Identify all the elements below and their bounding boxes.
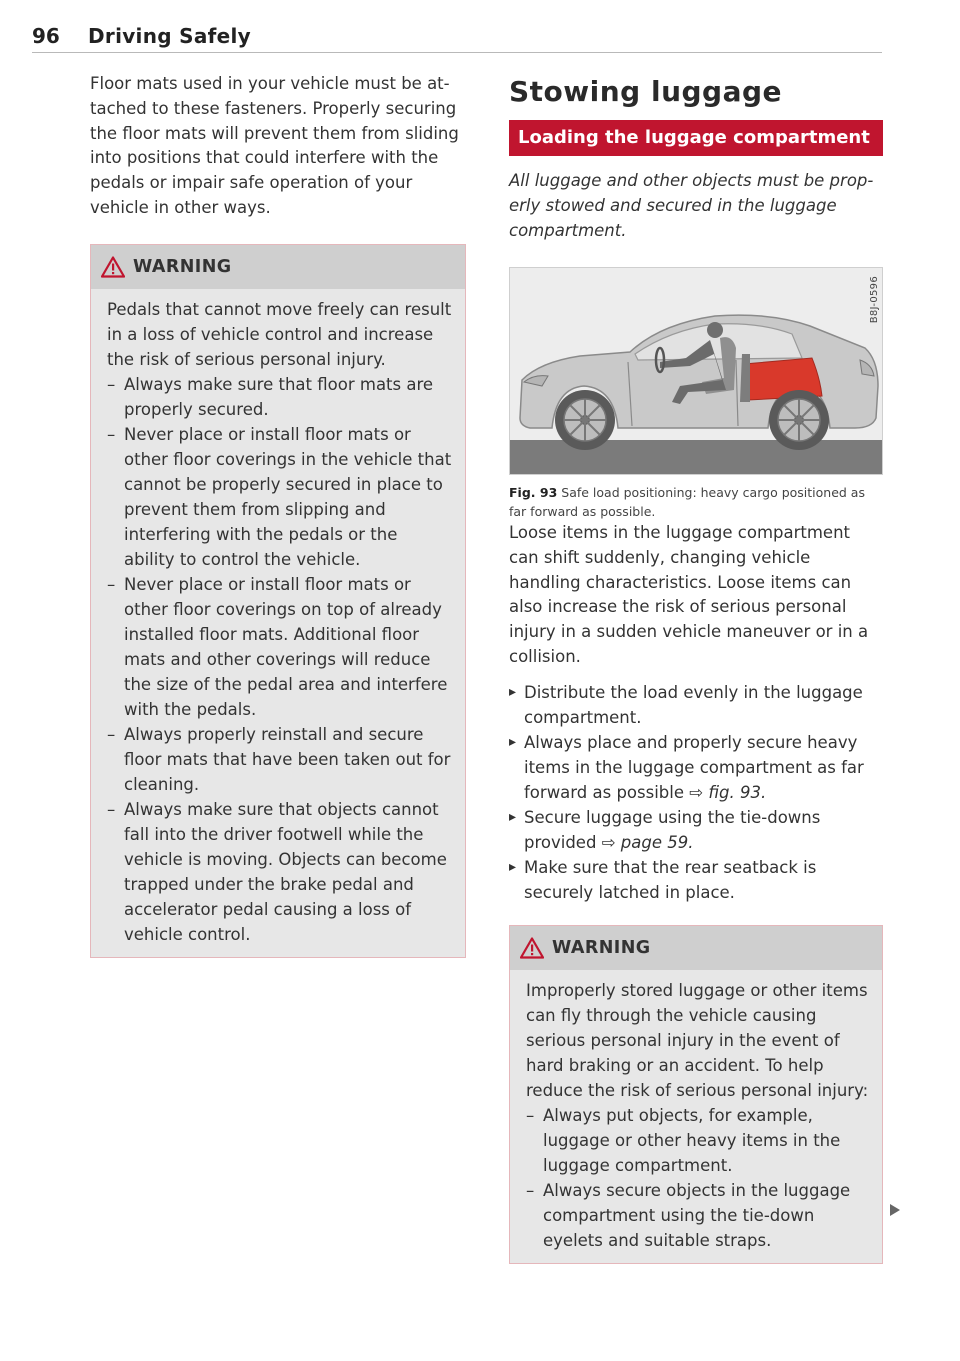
intro-italic: All luggage and other objects must be properly stowed and secured in the luggage compartment. bbox=[509, 171, 874, 240]
warning-item: – Never place or install floor mats or other floor coverings on top of already installed floor mats. Additional floor mats and other coverings will reduce the size of the pedal area and interfere with the pedals. bbox=[107, 572, 453, 722]
fig-93-link[interactable]: ⇨ fig. 93. bbox=[689, 782, 767, 802]
warning-triangle-icon bbox=[520, 937, 544, 959]
warning-body bbox=[91, 289, 465, 957]
floor-mats-paragraph: Floor mats used in your vehicle must be attached to these fasteners. Properly securing the floor mats will prevent them from sliding into positions that could interfere with the pedals or impair safe operation of your vehicle in other ways. bbox=[90, 74, 459, 217]
front-wheel bbox=[555, 390, 615, 450]
left-column bbox=[90, 72, 466, 958]
instruction-steps bbox=[509, 680, 883, 905]
figure-label: Fig. 93 bbox=[509, 485, 558, 500]
warning-header bbox=[510, 926, 882, 970]
warning-list bbox=[526, 1103, 870, 1253]
warning-item: – Always properly reinstall and secure floor mats that have been taken out for cleaning. bbox=[107, 722, 453, 797]
warning-title: WARNING bbox=[133, 256, 232, 277]
step-item: ▸ Make sure that the rear seatback is securely latched in place. bbox=[509, 855, 883, 905]
step-item: ▸ Secure luggage using the tie-downs provided ⇨ page 59. bbox=[509, 805, 883, 855]
warning-list bbox=[107, 372, 453, 947]
rear-wheel bbox=[769, 390, 829, 450]
car-side-illustration bbox=[510, 268, 882, 474]
page-59-link[interactable]: ⇨ page 59. bbox=[601, 832, 694, 852]
warning-title: WARNING bbox=[552, 937, 651, 958]
warning-item: – Never place or install floor mats or other floor coverings in the vehicle that cannot be properly secured in place to prevent them from slipping and interfering with the pedals or the ability to control the vehicle. bbox=[107, 422, 453, 572]
warning-text: Pedals that cannot move freely can result in a loss of vehicle control and increase the risk of serious personal injury. bbox=[107, 299, 452, 369]
warning-header bbox=[91, 245, 465, 289]
section-title: Driving Safely bbox=[88, 24, 251, 48]
loading-subheading: Loading the luggage compartment bbox=[509, 120, 883, 156]
step-item: ▸ Distribute the load evenly in the luggage compartment. bbox=[509, 680, 883, 730]
figure-code: B8J-0596 bbox=[869, 276, 880, 324]
page-number: 96 bbox=[32, 24, 60, 48]
warning-item: – Always put objects, for example, luggage or other heavy items in the luggage compartment. bbox=[526, 1103, 870, 1178]
warning-item: – Always make sure that floor mats are properly secured. bbox=[107, 372, 453, 422]
floor-mats-warning-box bbox=[90, 244, 466, 958]
loose-items-paragraph: Loose items in the luggage compartment can shift suddenly, changing vehicle handling characteristics. Loose items can also increase the risk of serious personal injury in a sudden vehicle maneuver or in a collision. bbox=[509, 523, 869, 666]
warning-item: – Always make sure that objects cannot fall into the driver footwell while the vehicle is moving. Objects can become trapped under the brake pedal and accelerator pedal causing a loss of vehicle control. bbox=[107, 797, 453, 947]
figure-caption-text: Safe load positioning: heavy cargo positioned as far forward as possible. bbox=[509, 485, 865, 519]
warning-triangle-icon bbox=[101, 256, 125, 278]
figure-caption bbox=[509, 483, 883, 521]
warning-text: Improperly stored luggage or other items can fly through the vehicle causing serious personal injury in the event of hard braking or an accident. To help reduce the risk of serious personal injury: bbox=[526, 980, 869, 1100]
page-header bbox=[32, 22, 882, 53]
luggage-warning-box bbox=[509, 925, 883, 1264]
step-item: ▸ Always place and properly secure heavy items in the luggage compartment as far forward as possible ⇨ fig. 93. bbox=[509, 730, 883, 805]
stowing-luggage-heading: Stowing luggage bbox=[509, 75, 783, 108]
warning-body bbox=[510, 970, 882, 1263]
warning-item: – Always secure objects in the luggage compartment using the tie-down eyelets and suitable straps. bbox=[526, 1178, 870, 1253]
right-column bbox=[509, 74, 883, 1264]
car-cargo-figure bbox=[509, 267, 883, 475]
continue-arrow-icon[interactable] bbox=[889, 1203, 901, 1217]
